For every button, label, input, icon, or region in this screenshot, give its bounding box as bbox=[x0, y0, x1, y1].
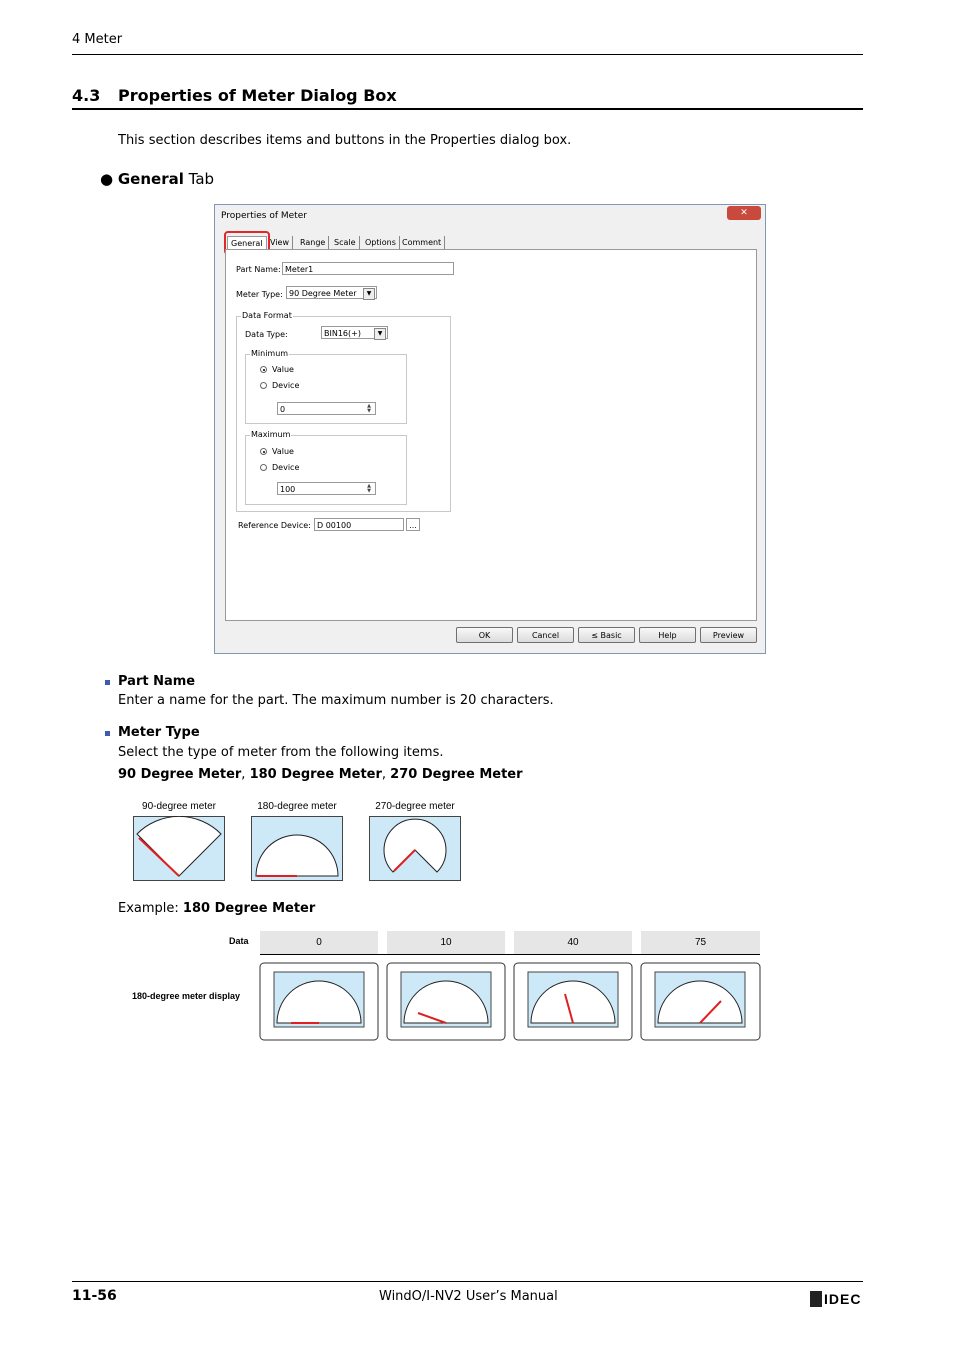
data-cell: 40 bbox=[514, 931, 632, 954]
general-word: General bbox=[117, 170, 184, 188]
intro-text: This section describes items and buttons in the Properties dialog box. bbox=[118, 133, 572, 148]
meter-type-options bbox=[118, 767, 523, 782]
caption-270: 270-degree meter bbox=[375, 801, 455, 812]
close-button[interactable]: ✕ bbox=[727, 206, 761, 220]
meter-type-label: Meter Type: bbox=[236, 290, 283, 299]
example-prefix: Example: bbox=[118, 901, 183, 916]
data-format-group bbox=[236, 311, 451, 512]
data-cell: 10 bbox=[387, 931, 505, 954]
caption-180: 180-degree meter bbox=[257, 801, 337, 812]
square-bullet-icon bbox=[105, 731, 110, 736]
meter-180-example bbox=[251, 816, 343, 881]
preview-button[interactable]: Preview bbox=[700, 627, 757, 643]
data-cell: 75 bbox=[641, 931, 760, 954]
maximum-legend: Maximum bbox=[251, 430, 291, 439]
tab-options[interactable]: Options bbox=[362, 236, 400, 249]
general-tab-heading bbox=[100, 170, 214, 188]
meter-75 bbox=[655, 972, 745, 1027]
min-device-radio[interactable] bbox=[260, 382, 267, 389]
meter-type-value: 90 Degree Meter bbox=[289, 289, 357, 298]
min-value-text: 0 bbox=[280, 405, 286, 414]
idec-logo bbox=[810, 1290, 861, 1308]
caption-90: 90-degree meter bbox=[142, 801, 216, 812]
part-name-text: Enter a name for the part. The maximum number is 20 characters. bbox=[118, 693, 554, 708]
part-name-heading: Part Name bbox=[118, 674, 196, 689]
browse-button[interactable]: ... bbox=[406, 518, 420, 531]
ok-button[interactable]: OK bbox=[456, 627, 513, 643]
logo-text: IDEC bbox=[824, 1291, 862, 1307]
properties-dialog bbox=[214, 204, 766, 654]
max-value-text: 100 bbox=[280, 485, 296, 494]
part-name-input[interactable]: Meter1 bbox=[282, 262, 454, 275]
general-panel bbox=[225, 249, 757, 621]
basic-button[interactable]: ≤ Basic bbox=[578, 627, 635, 643]
max-value-radio[interactable] bbox=[260, 448, 267, 455]
spinner-icon[interactable]: ▲ ▼ bbox=[367, 403, 371, 414]
tab-comment[interactable]: Comment bbox=[399, 236, 445, 249]
dropdown-arrow-icon: ▼ bbox=[374, 328, 386, 340]
dialog-title: Properties of Meter bbox=[221, 211, 307, 221]
min-value-radio[interactable] bbox=[260, 366, 267, 373]
tab-range[interactable]: Range bbox=[297, 236, 329, 249]
meter-type-heading: Meter Type bbox=[118, 725, 200, 740]
footer-rule bbox=[72, 1281, 863, 1282]
sep: , bbox=[381, 767, 391, 782]
max-value-input[interactable] bbox=[277, 482, 376, 495]
section-title: Properties of Meter Dialog Box bbox=[118, 86, 397, 105]
square-bullet-icon bbox=[105, 680, 110, 685]
data-cell: 0 bbox=[260, 931, 378, 954]
tab-view[interactable]: View bbox=[267, 236, 293, 249]
dropdown-arrow-icon: ▼ bbox=[363, 288, 375, 300]
meter-0 bbox=[274, 972, 364, 1027]
data-type-value: BIN16(+) bbox=[324, 329, 361, 338]
tab-scale[interactable]: Scale bbox=[331, 236, 360, 249]
header-rule bbox=[72, 54, 863, 55]
example-bold: 180 Degree Meter bbox=[182, 901, 316, 916]
cancel-button[interactable]: Cancel bbox=[517, 627, 574, 643]
data-row bbox=[260, 931, 760, 955]
minimum-group bbox=[245, 349, 407, 424]
min-value-input[interactable] bbox=[277, 402, 376, 415]
option-270: 270 Degree Meter bbox=[390, 767, 523, 782]
data-format-legend: Data Format bbox=[242, 311, 292, 320]
spinner-icon[interactable]: ▲ ▼ bbox=[367, 483, 371, 494]
max-value-label: Value bbox=[272, 447, 294, 456]
option-180: 180 Degree Meter bbox=[249, 767, 382, 782]
data-row-label: Data bbox=[229, 936, 249, 946]
example-line bbox=[118, 901, 315, 916]
maximum-group bbox=[245, 430, 407, 505]
chapter-label: 4 Meter bbox=[72, 32, 123, 47]
tab-word: Tab bbox=[183, 170, 215, 188]
display-row-label: 180-degree meter display bbox=[132, 991, 241, 1001]
option-90: 90 Degree Meter bbox=[118, 767, 242, 782]
min-device-label: Device bbox=[272, 381, 300, 390]
data-type-select[interactable] bbox=[321, 326, 388, 339]
max-device-radio[interactable] bbox=[260, 464, 267, 471]
meter-10 bbox=[401, 972, 491, 1027]
meter-90-example bbox=[133, 816, 225, 881]
minimum-legend: Minimum bbox=[251, 349, 289, 358]
meter-type-text: Select the type of meter from the following items. bbox=[118, 745, 444, 760]
meter-270-example bbox=[369, 816, 461, 881]
reference-device-input[interactable]: D 00100 bbox=[314, 518, 404, 531]
min-value-label: Value bbox=[272, 365, 294, 374]
part-name-label: Part Name: bbox=[236, 265, 281, 274]
sep: , bbox=[241, 767, 250, 782]
meter-40 bbox=[528, 972, 618, 1027]
example-meter-displays bbox=[259, 962, 762, 1042]
meter-type-select[interactable] bbox=[286, 286, 377, 299]
section-rule bbox=[72, 108, 863, 110]
reference-device-label: Reference Device: bbox=[238, 521, 311, 530]
logo-mark-icon bbox=[810, 1291, 822, 1307]
bullet-dot-icon: ● bbox=[100, 170, 114, 188]
manual-title: WindO/I-NV2 User’s Manual bbox=[379, 1289, 558, 1304]
tab-general[interactable]: General bbox=[227, 236, 267, 250]
help-button[interactable]: Help bbox=[639, 627, 696, 643]
max-device-label: Device bbox=[272, 463, 300, 472]
page-number: 11-56 bbox=[72, 1288, 117, 1304]
section-number: 4.3 bbox=[72, 86, 101, 105]
data-type-label: Data Type: bbox=[245, 330, 288, 339]
